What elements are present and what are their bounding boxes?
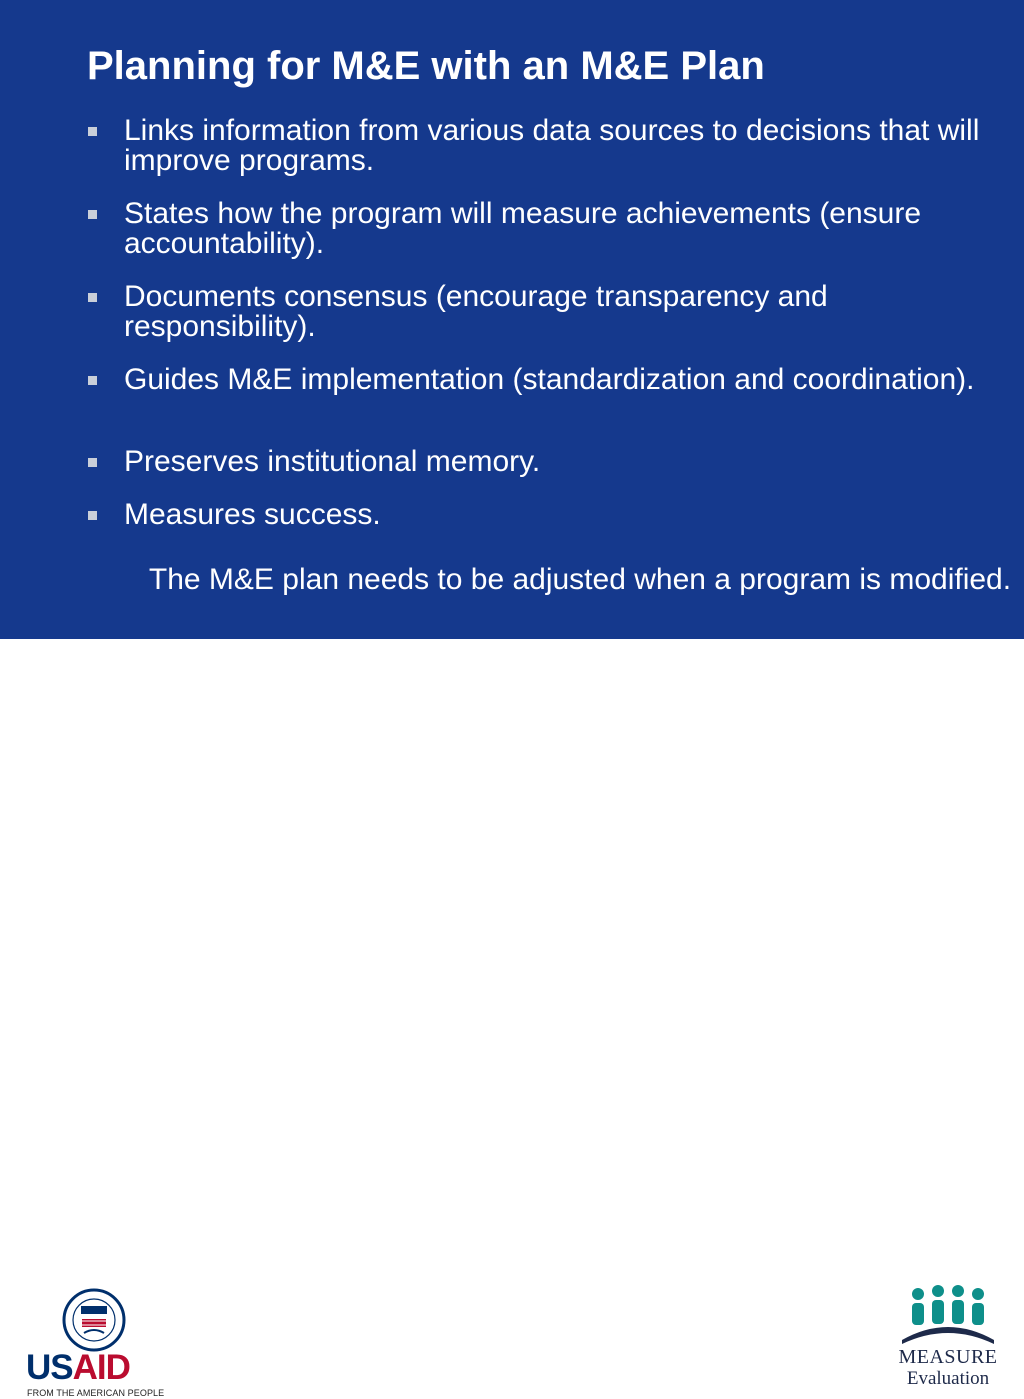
- usaid-tagline: FROM THE AMERICAN PEOPLE: [27, 1388, 165, 1398]
- footer: [0, 639, 1024, 1398]
- usaid-aid-text: AID: [72, 1348, 130, 1387]
- square-bullet-icon: [88, 127, 97, 136]
- usaid-logo: [26, 1284, 166, 1399]
- slide-title: Planning for M&E with an M&E Plan: [87, 44, 765, 88]
- bullet-text: Guides M&E implementation (standardization and coordination).: [124, 363, 975, 396]
- bullet-text: Documents consensus (encourage transparency and responsibility).: [124, 280, 828, 343]
- bullet-text: Links information from various data sources to decisions that will improve programs.: [124, 114, 980, 177]
- measure-evaluation-logo: [888, 1284, 1008, 1394]
- square-bullet-icon: [88, 458, 97, 467]
- usaid-seal-icon: [62, 1288, 126, 1352]
- usaid-us-text: US: [26, 1348, 73, 1387]
- square-bullet-icon: [88, 293, 97, 302]
- people-mark-icon: [896, 1284, 1000, 1346]
- bullet-text: States how the program will measure achievements (ensure accountability).: [124, 197, 922, 260]
- square-bullet-icon: [88, 210, 97, 219]
- slide-content: [0, 0, 1024, 639]
- usaid-wordmark: [26, 1350, 130, 1386]
- square-bullet-icon: [88, 511, 97, 520]
- measure-wordmark: MEASURE: [898, 1346, 998, 1368]
- bullet-text: Preserves institutional memory.: [124, 445, 541, 478]
- measure-subtitle: Evaluation: [906, 1368, 990, 1389]
- square-bullet-icon: [88, 376, 97, 385]
- slide-note: The M&E plan needs to be adjusted when a program is modified.: [148, 563, 1012, 596]
- bullet-text: Measures success.: [124, 498, 381, 531]
